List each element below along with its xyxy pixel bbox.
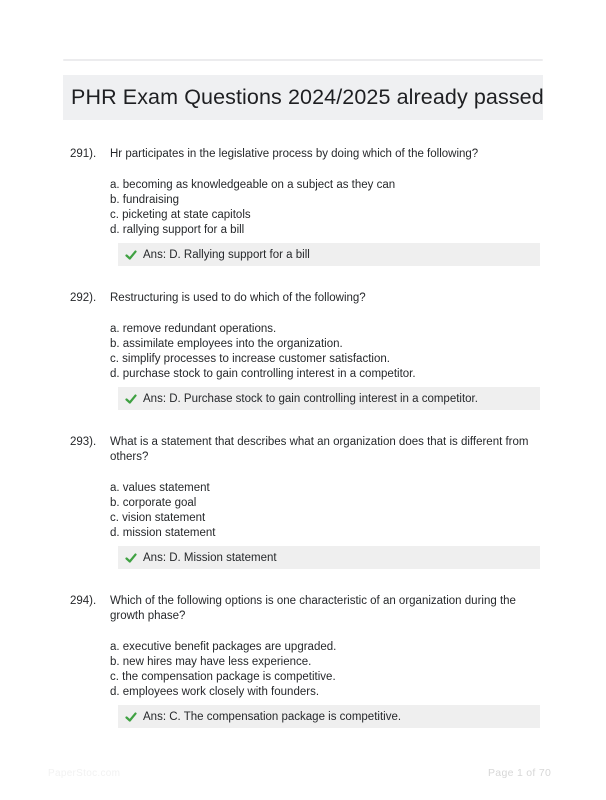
option-c: c. simplify processes to increase customer satisfaction. bbox=[110, 353, 390, 365]
question-number: 294). bbox=[70, 595, 97, 607]
check-icon bbox=[125, 393, 137, 405]
footer-watermark: PaperStoc.com bbox=[48, 768, 121, 779]
answer-bar bbox=[118, 243, 540, 266]
option-b: b. new hires may have less experience. bbox=[110, 656, 312, 668]
option-b: b. fundraising bbox=[110, 194, 180, 206]
option-a: a. executive benefit packages are upgraded. bbox=[110, 641, 337, 653]
option-a: a. remove redundant operations. bbox=[110, 323, 277, 335]
options-list bbox=[110, 640, 542, 700]
footer-page-number: Page 1 of 70 bbox=[488, 767, 552, 779]
option-a: a. values statement bbox=[110, 482, 210, 494]
options-list bbox=[110, 178, 542, 238]
option-c: c. the compensation package is competitive. bbox=[110, 671, 336, 683]
answer-text: Ans: D. Purchase stock to gain controlling interest in a competitor. bbox=[143, 392, 478, 405]
check-icon bbox=[125, 552, 137, 564]
page-title: PHR Exam Questions 2024/2025 already passed bbox=[71, 84, 544, 109]
title-box bbox=[63, 75, 543, 120]
option-b: b. assimilate employees into the organization. bbox=[110, 338, 343, 350]
question-text: Hr participates in the legislative process by doing which of the following? bbox=[110, 148, 479, 160]
question-number: 292). bbox=[70, 292, 97, 304]
answer-text: Ans: D. Mission statement bbox=[143, 551, 277, 564]
question-number: 293). bbox=[70, 436, 97, 448]
question-text: What is a statement that describes what an organization does that is different from others? bbox=[110, 436, 529, 463]
question-text: Restructuring is used to do which of the following? bbox=[110, 292, 366, 304]
check-icon bbox=[125, 249, 137, 261]
answer-bar bbox=[118, 387, 540, 410]
top-divider bbox=[63, 59, 543, 61]
check-icon bbox=[125, 711, 137, 723]
option-a: a. becoming as knowledgeable on a subject as they can bbox=[110, 179, 396, 191]
question-block bbox=[0, 147, 606, 266]
option-b: b. corporate goal bbox=[110, 497, 197, 509]
option-d: d. mission statement bbox=[110, 527, 216, 539]
options-list bbox=[110, 322, 542, 382]
question-text: Which of the following options is one characteristic of an organization during the growth phase? bbox=[110, 595, 516, 622]
option-c: c. picketing at state capitols bbox=[110, 209, 251, 221]
question-number: 291). bbox=[70, 148, 97, 160]
option-d: d. purchase stock to gain controlling interest in a competitor. bbox=[110, 368, 416, 380]
answer-text: Ans: C. The compensation package is competitive. bbox=[143, 710, 402, 723]
question-block bbox=[0, 594, 606, 728]
answer-bar bbox=[118, 705, 540, 728]
question-block bbox=[0, 435, 606, 569]
option-d: d. rallying support for a bill bbox=[110, 224, 245, 236]
questions-list bbox=[0, 147, 606, 753]
answer-text: Ans: D. Rallying support for a bill bbox=[143, 248, 310, 261]
option-c: c. vision statement bbox=[110, 512, 206, 524]
option-d: d. employees work closely with founders. bbox=[110, 686, 320, 698]
question-block bbox=[0, 291, 606, 410]
options-list bbox=[110, 481, 542, 541]
answer-bar bbox=[118, 546, 540, 569]
